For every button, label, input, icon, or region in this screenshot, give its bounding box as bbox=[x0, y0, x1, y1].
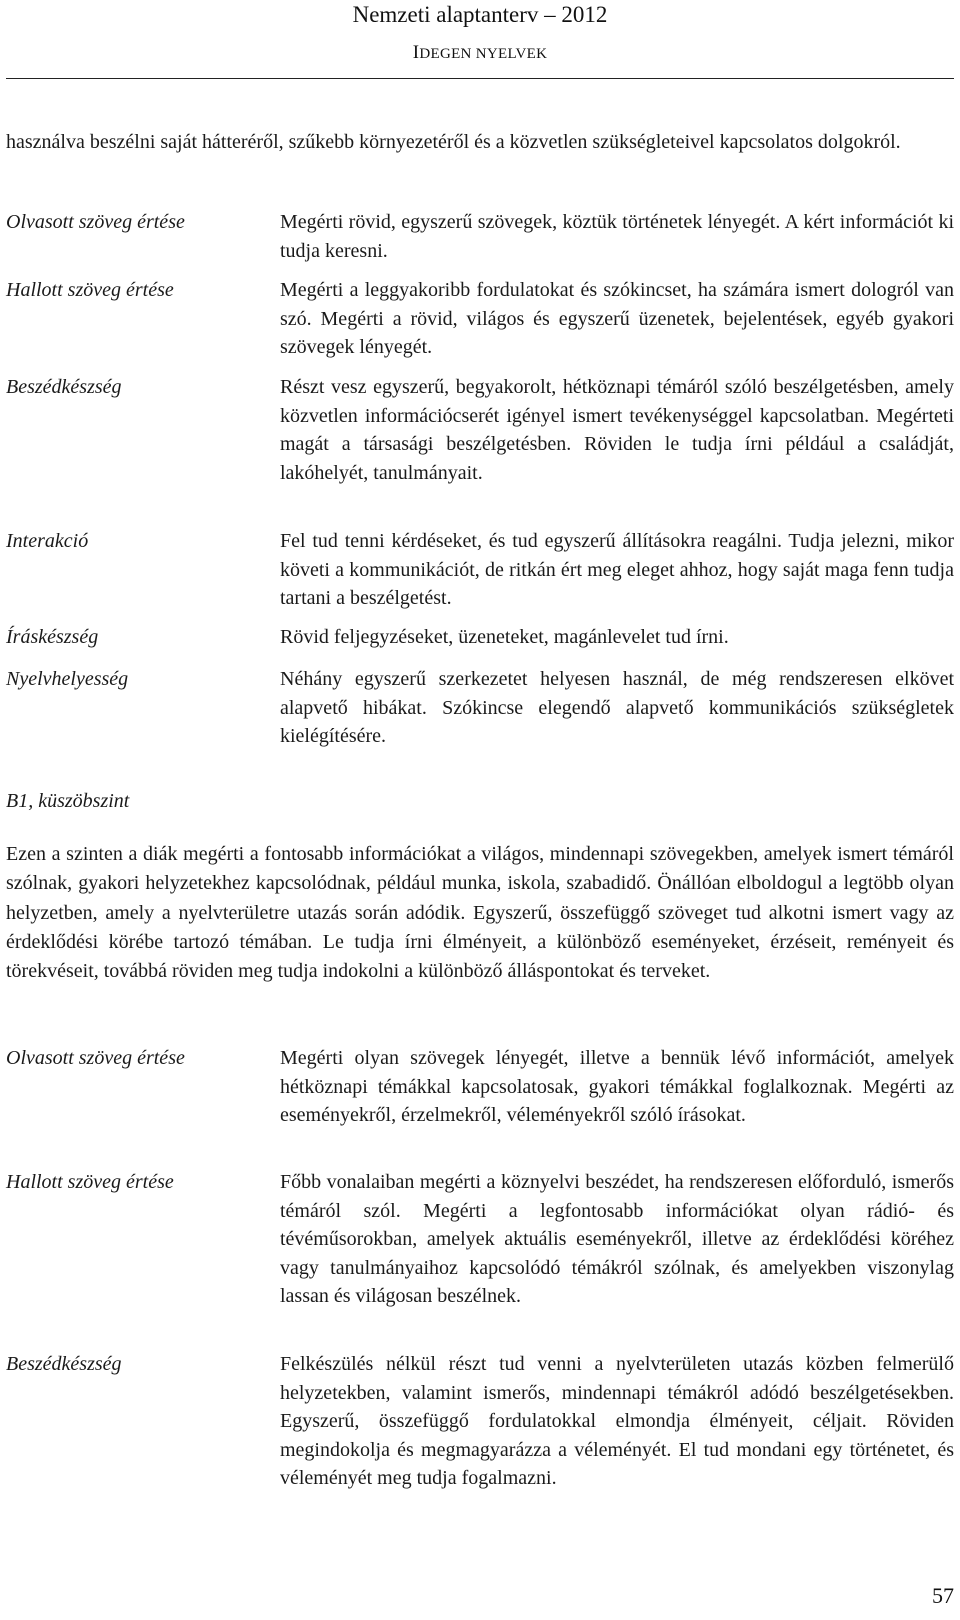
skill-label: Íráskészség bbox=[6, 626, 99, 648]
skill-label: Beszédkészség bbox=[6, 376, 122, 398]
skill-description: Fel tud tenni kérdéseket, és tud egyszerű állításokra reagálni. Tudja jelezni, mikor követi a kommunikációt, de ritkán ért meg eleget ahhoz, hogy saját maga fenn tudja tartani a beszélgetést. bbox=[280, 530, 954, 609]
page-number: 57 bbox=[932, 1583, 954, 1608]
skill-description: Főbb vonalaiban megérti a köznyelvi beszédet, ha rendszeresen előforduló, ismerős témáról szól. Megérti a legfontosabb információkat olyan rádió- és tévéműsorokban, amelyek aktuális eseményekről, illetve az érdeklődési köréhez vagy tanulmányaihoz kapcsolódó témákról szólnak, és amelyekben viszonylag lassan és világosan beszélnek. bbox=[280, 1171, 954, 1307]
skill-description: Megérti a leggyakoribb fordulatokat és szókincset, ha számára ismert dologról van szó. Megérti a rövid, világos és egyszerű üzenetek, bejelentések, egyéb gyakori szövegek lényegét. bbox=[280, 279, 954, 358]
skill-label: Hallott szöveg értése bbox=[6, 279, 174, 301]
skill-description: Részt vesz egyszerű, begyakorolt, hétköznapi témáról szóló beszélgetésben, amely közvetlen információcserét igényel ismert tevékenységgel kapcsolatban. Megérteti magát a társasági beszélgetésben. Röviden le tudja írni például a családját, lakóhelyét, tanulmányait. bbox=[280, 376, 954, 484]
skill-description: Megérti olyan szövegek lényegét, illetve a bennük lévő információt, amelyek hétköznapi témákkal kapcsolatosak, gyakori témákkal foglalkoznak. Megérti az eseményekről, érzelmekről, véleményekről szóló írásokat. bbox=[280, 1047, 954, 1126]
skill-description: Megérti rövid, egyszerű szövegek, köztük történetek lényegét. A kért információt ki tudja keresni. bbox=[280, 211, 954, 262]
header-rule bbox=[6, 78, 954, 79]
skill-label: Hallott szöveg értése bbox=[6, 1171, 174, 1193]
section-title bbox=[0, 42, 960, 64]
skill-label: Interakció bbox=[6, 530, 89, 552]
level-description-b1: Ezen a szinten a diák megérti a fontosabb információkat a világos, mindennapi szövegekben, amelyek ismert témáról szólnak, gyakori helyzetekhez kapcsolódnak, például munka, iskola, szabadidő. Önállóan elboldogul a legtöbb olyan helyzetben, amely a nyelvterületre utazás során adódik. Egyszerű, összefüggő szöveget tud alkotni ismert vagy az érdeklődési körébe tartozó témában. Le tudja írni élményeit, a különböző eseményeket, érzéseit, reményeit és törekvéseit, továbbá röviden meg tudja indokolni a különböző álláspontokat és terveket. bbox=[6, 843, 954, 983]
skill-label: Beszédkészség bbox=[6, 1353, 122, 1375]
section-title-rest: DEGEN NYELVEK bbox=[419, 46, 548, 62]
intro-paragraph: használva beszélni saját hátteréről, szűkebb környezetéről és a közvetlen szükségleteivel kapcsolatos dolgokról. bbox=[6, 131, 901, 153]
section-title-initial: I bbox=[412, 42, 420, 63]
level-title-b1: B1, küszöbszint bbox=[6, 790, 130, 812]
skill-label: Olvasott szöveg értése bbox=[6, 211, 185, 233]
document-title: Nemzeti alaptanterv – 2012 bbox=[352, 2, 608, 27]
skill-description: Felkészülés nélkül részt tud venni a nyelvterületen utazás közben felmerülő helyzetekben, valamint ismerős, mindennapi témákról adódó beszélgetésekben. Egyszerű, összefüggő fordulatokkal elmondja élményeit, céljait. Röviden megindokolja és megmagyarázza a véleményét. El tud mondani egy történetet, és véleményét meg tudja fogalmazni. bbox=[280, 1353, 954, 1489]
skill-description: Néhány egyszerű szerkezetet helyesen használ, de még rendszeresen elkövet alapvető hibákat. Szókincse elegendő alapvető kommunikációs szükségletek kielégítésére. bbox=[280, 668, 954, 747]
skill-label: Olvasott szöveg értése bbox=[6, 1047, 185, 1069]
skill-label: Nyelvhelyesség bbox=[6, 668, 129, 690]
skill-description: Rövid feljegyzéseket, üzeneteket, magánlevelet tud írni. bbox=[280, 626, 729, 648]
